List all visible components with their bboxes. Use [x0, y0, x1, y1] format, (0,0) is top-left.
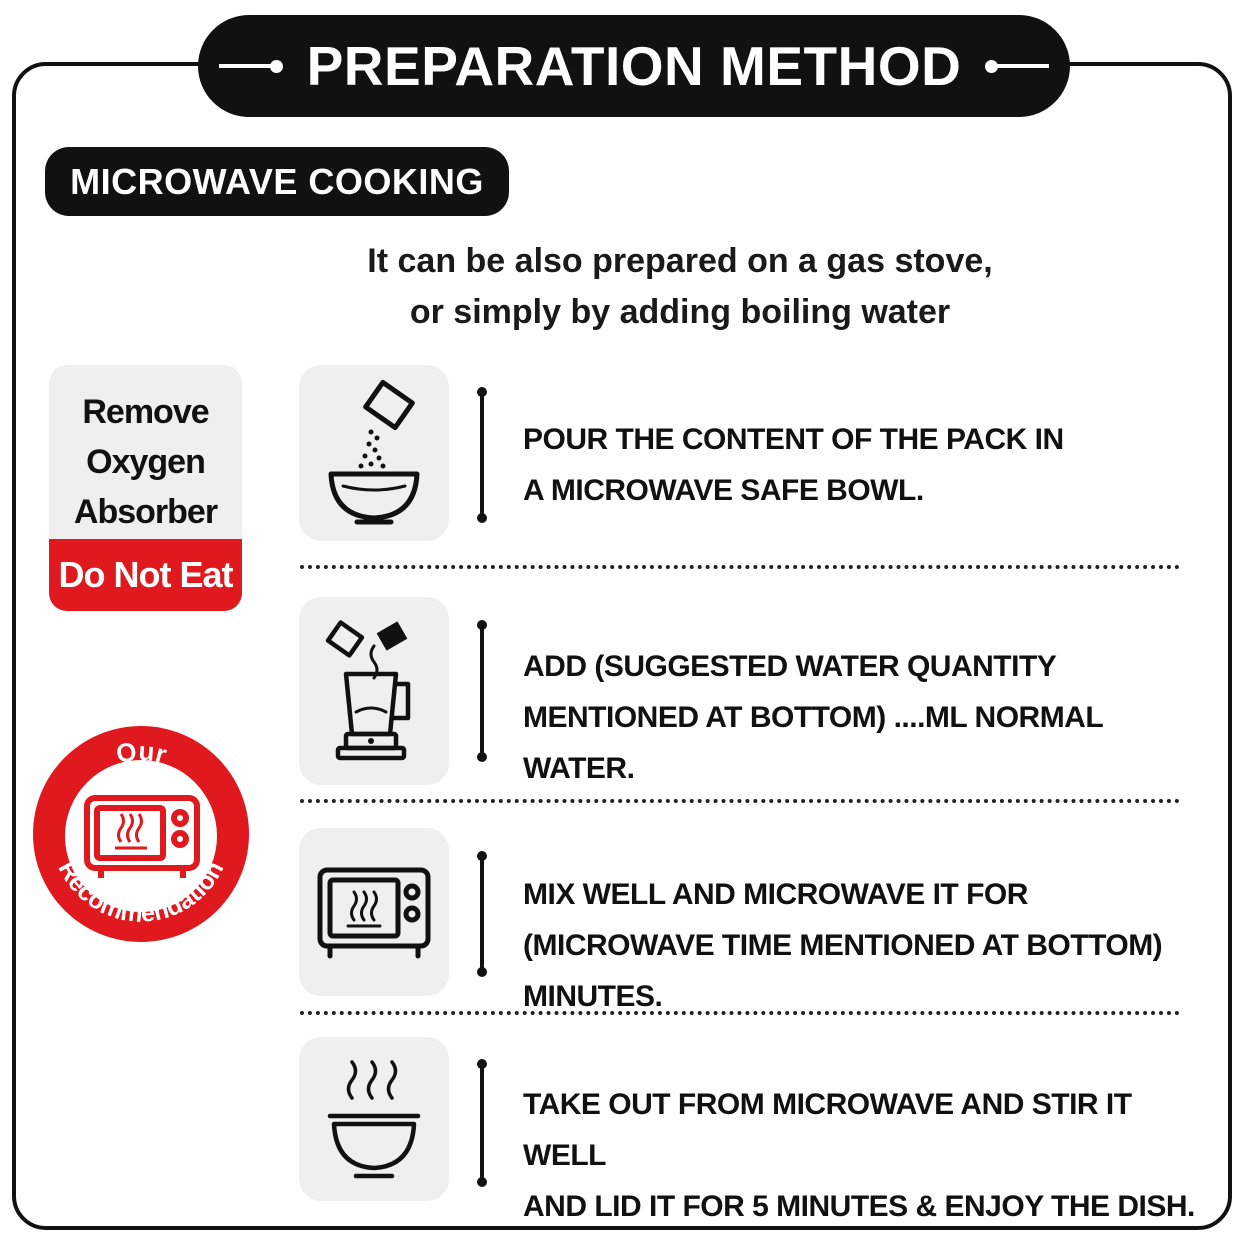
step-separator-1	[300, 565, 1180, 569]
microwave-icon	[314, 862, 434, 962]
step-2-divider	[480, 625, 484, 757]
step-2-text	[523, 641, 1203, 794]
page-title: PREPARATION METHOD	[306, 35, 962, 97]
step-3-divider	[480, 856, 484, 972]
hot-bowl-icon	[324, 1054, 424, 1184]
intro-line-2: or simply by adding boiling water	[409, 293, 951, 331]
step-2-icon-tile	[299, 597, 449, 785]
oxygen-absorber-notice	[49, 365, 242, 611]
absorber-line-2: Oxygen	[86, 443, 205, 481]
step-4-line-1: TAKE OUT FROM MICROWAVE AND STIR IT WELL	[523, 1088, 1132, 1172]
pour-into-bowl-icon	[319, 378, 429, 528]
badge-text-top: Our	[113, 735, 170, 770]
step-2-line-2: MENTIONED AT BOTTOM) ....ML NORMAL WATER.	[523, 701, 1103, 785]
step-4-divider	[480, 1064, 484, 1182]
badge-text-bottom: Recommendation	[52, 856, 230, 929]
svg-text:Our	[114, 736, 170, 770]
step-1-text	[523, 414, 1203, 516]
step-3-text	[523, 869, 1203, 1022]
step-1-line-2: A MICROWAVE SAFE BOWL.	[523, 474, 924, 507]
step-4-line-2: AND LID IT FOR 5 MINUTES & ENJOY THE DISH.	[523, 1190, 1195, 1223]
recommendation-badge	[33, 708, 249, 960]
absorber-line-1: Remove	[82, 393, 209, 431]
step-1-line-1: POUR THE CONTENT OF THE PACK IN	[523, 423, 1064, 456]
intro-text	[300, 236, 1060, 338]
step-3-line-2: (MICROWAVE TIME MENTIONED AT BOTTOM) MINUTES.	[523, 929, 1163, 1013]
step-2-line-1: ADD (SUGGESTED WATER QUANTITY	[523, 650, 1057, 683]
step-separator-2	[300, 799, 1180, 803]
step-separator-3	[300, 1011, 1180, 1015]
absorber-line-3: Absorber	[73, 493, 218, 531]
title-ornament-left	[219, 64, 277, 68]
step-4-text	[523, 1079, 1203, 1232]
step-1-icon-tile	[299, 365, 449, 541]
step-1-divider	[480, 392, 484, 518]
title-banner	[198, 15, 1070, 117]
do-not-eat-warning: Do Not Eat	[49, 539, 242, 611]
intro-line-1: It can be also prepared on a gas stove,	[367, 242, 993, 280]
add-water-icon	[324, 616, 424, 766]
step-4-icon-tile	[299, 1037, 449, 1201]
step-3-line-1: MIX WELL AND MICROWAVE IT FOR	[523, 878, 1028, 911]
section-label: MICROWAVE COOKING	[45, 147, 509, 216]
step-3-icon-tile	[299, 828, 449, 996]
title-ornament-right	[991, 64, 1049, 68]
